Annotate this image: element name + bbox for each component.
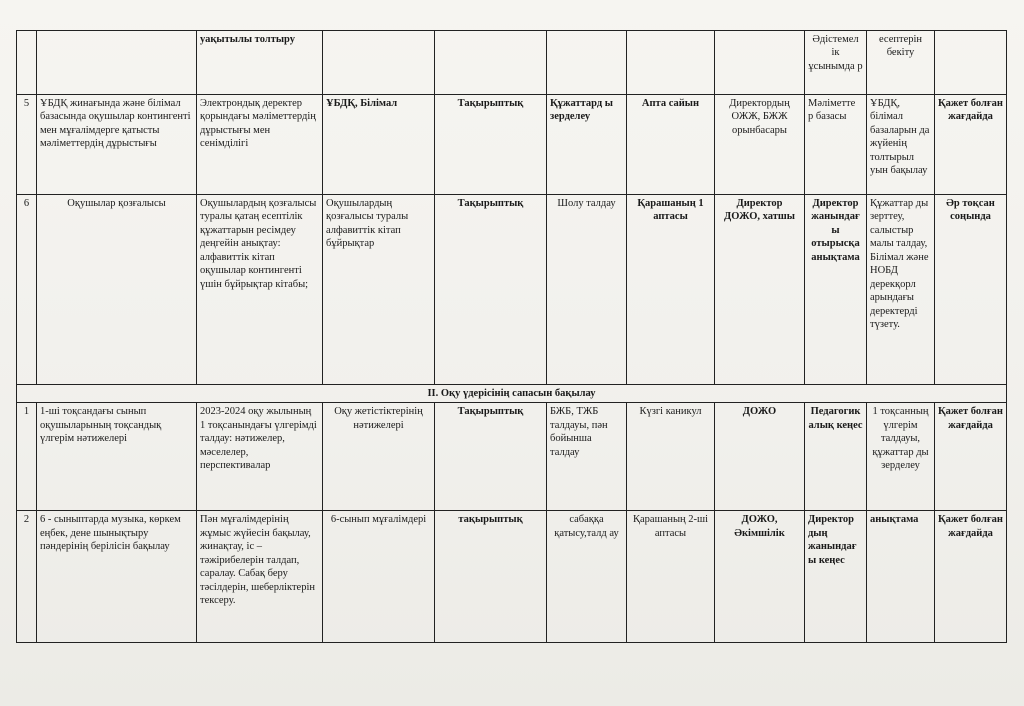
- table-row: [17, 403, 1007, 511]
- cell-decision: есептерін бекіту: [867, 31, 935, 95]
- cell-object: [323, 31, 435, 95]
- cell-responsible: Директор ДОЖО, хатшы: [715, 195, 805, 385]
- cell-responsible: Директордың ОЖЖ, БЖЖ орынбасары: [715, 95, 805, 195]
- cell-review-place: Директор жанындағ ы отырысқа анықтама: [805, 195, 867, 385]
- cell-type: Тақырыптық: [435, 195, 547, 385]
- cell-decision: анықтама: [867, 511, 935, 643]
- cell-review-place: Мәліметте р базасы: [805, 95, 867, 195]
- cell-purpose: Оқушылардың қозғалысы туралы қатаң есептілік құжаттарын ресімдеу деңгейін анықтау: алфавиттік кітап оқушылар контингенті үшін бұйрықтар кітабы;: [197, 195, 323, 385]
- cell-method: Құжаттард ы зерделеу: [547, 95, 627, 195]
- cell-frequency: Әр тоқсан соңында: [935, 195, 1007, 385]
- cell-method: [547, 31, 627, 95]
- table-row: [17, 31, 1007, 95]
- cell-purpose: уақытылы толтыру: [197, 31, 323, 95]
- cell-topic: 1-ші тоқсандағы сынып оқушыларының тоқсандық үлгерім нәтижелері: [37, 403, 197, 511]
- cell-purpose: Пән мұғалімдерінің жұмыс жүйесін бақылау, жинақтау, іс – тәжірибелерін талдап, саралау. Сабақ беру тәсілдерін, шеберліктерін тексеру.: [197, 511, 323, 643]
- cell-method: Шолу талдау: [547, 195, 627, 385]
- cell-object: Оқушылардың қозғалысы туралы алфавиттік кітап бұйрықтар: [323, 195, 435, 385]
- cell-period: Қарашаның 2-ші аптасы: [627, 511, 715, 643]
- section-title: II. Оқу үдерісінің сапасын бақылау: [17, 385, 1007, 403]
- cell-purpose: Электрондық деректер қорындағы мәліметтердің дұрыстығы мен сенімділігі: [197, 95, 323, 195]
- row-number: [17, 31, 37, 95]
- cell-topic: 6 - сыныптарда музыка, көркем еңбек, дене шынықтыру пәндерінің берілісін бақылау: [37, 511, 197, 643]
- cell-frequency: Қажет болған жағдайда: [935, 403, 1007, 511]
- control-plan-table: [16, 30, 1007, 643]
- cell-type: тақырыптық: [435, 511, 547, 643]
- table-row: [17, 95, 1007, 195]
- cell-frequency: Қажет болған жағдайда: [935, 95, 1007, 195]
- row-number: 2: [17, 511, 37, 643]
- cell-decision: Құжаттар ды зерттеу, салыстыр малы талдау, Білімал және НОБД дерекқорл арындағы деректерді түзету.: [867, 195, 935, 385]
- cell-decision: 1 тоқсанның үлгерім талдауы, құжаттар ды зерделеу: [867, 403, 935, 511]
- section-row: [17, 385, 1007, 403]
- row-number: 5: [17, 95, 37, 195]
- cell-responsible: ДОЖО: [715, 403, 805, 511]
- cell-type: Тақырыптық: [435, 403, 547, 511]
- cell-decision: ҰБДҚ, білімал базаларын да жүйенің толтырыл уын бақылау: [867, 95, 935, 195]
- table-row: [17, 195, 1007, 385]
- cell-type: Тақырыптық: [435, 95, 547, 195]
- cell-purpose: 2023-2024 оқу жылының 1 тоқсанындағы үлгерімді талдау: нәтижелер, мәселелер, перспективалар: [197, 403, 323, 511]
- cell-review-place: Педагогик алық кеңес: [805, 403, 867, 511]
- cell-topic: Оқушылар қозғалысы: [37, 195, 197, 385]
- table-row: [17, 511, 1007, 643]
- cell-object: Оқу жетістіктерінің нәтижелері: [323, 403, 435, 511]
- cell-type: [435, 31, 547, 95]
- cell-object: ҰБДҚ, Білімал: [323, 95, 435, 195]
- cell-responsible: [715, 31, 805, 95]
- cell-object: 6-сынып мұғалімдері: [323, 511, 435, 643]
- cell-period: Күзгі каникул: [627, 403, 715, 511]
- cell-frequency: Қажет болған жағдайда: [935, 511, 1007, 643]
- cell-frequency: [935, 31, 1007, 95]
- cell-method: сабаққа қатысу,талд ау: [547, 511, 627, 643]
- cell-method: БЖБ, ТЖБ талдауы, пән бойынша талдау: [547, 403, 627, 511]
- cell-topic: ҰБДҚ жинағында және білімал базасында оқушылар контингенті мен мұғалімдерге қатысты мәліметтердің дұрыстығы: [37, 95, 197, 195]
- cell-review-place: Директор дың жанындағ ы кеңес: [805, 511, 867, 643]
- cell-period: [627, 31, 715, 95]
- row-number: 1: [17, 403, 37, 511]
- cell-period: Қарашаның 1 аптасы: [627, 195, 715, 385]
- cell-topic: [37, 31, 197, 95]
- cell-review-place: Әдістемел ік ұсынымда р: [805, 31, 867, 95]
- cell-period: Апта сайын: [627, 95, 715, 195]
- cell-responsible: ДОЖО, Әкімшілік: [715, 511, 805, 643]
- row-number: 6: [17, 195, 37, 385]
